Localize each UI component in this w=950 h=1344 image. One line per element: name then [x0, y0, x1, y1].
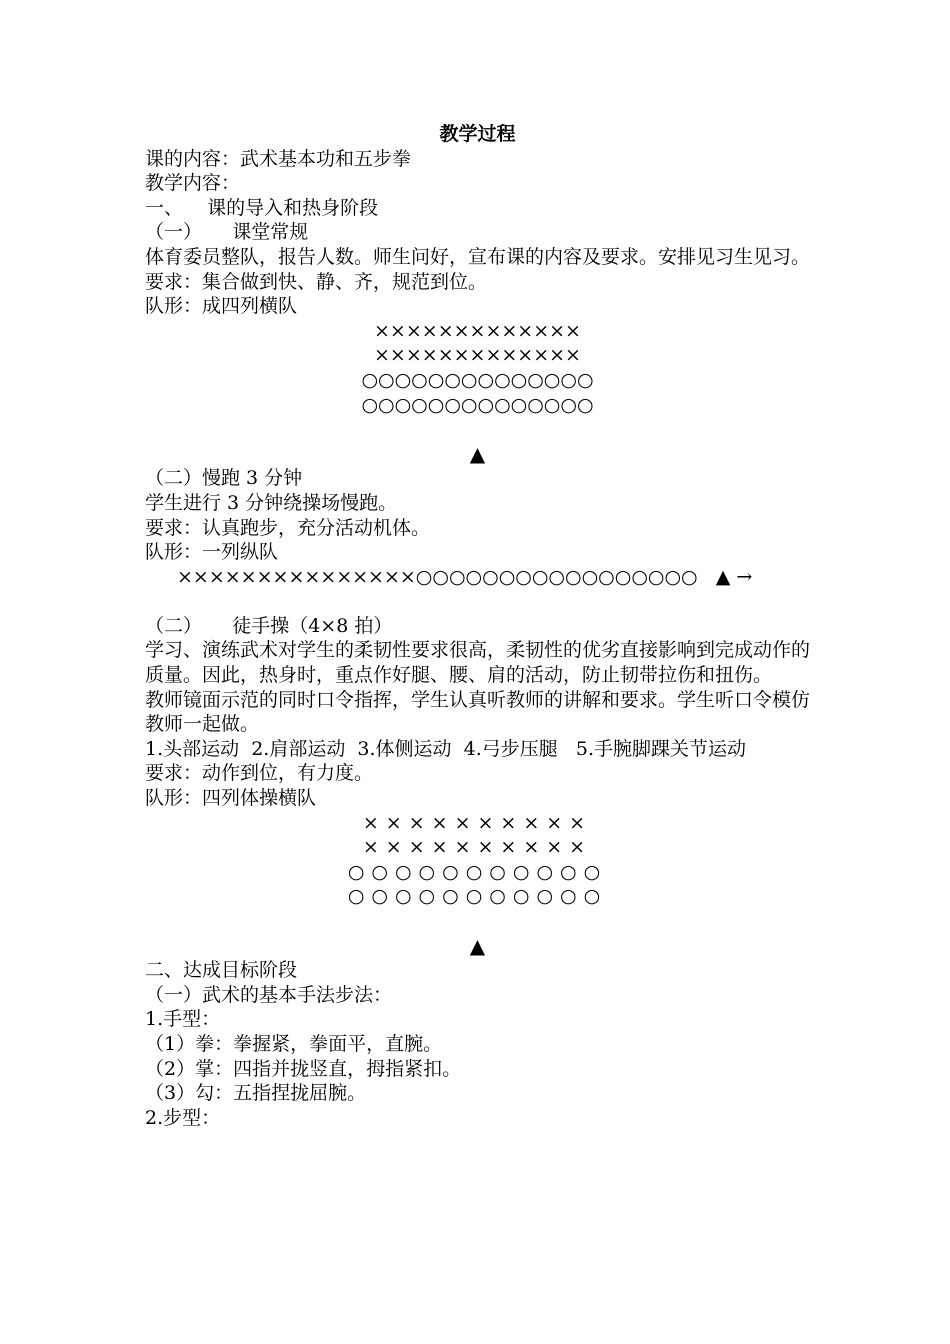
part1-sub3-requirement: 要求：动作到位，有力度。 — [145, 762, 374, 785]
part2-sub1-heading: （一）武术的基本手法步法： — [145, 983, 393, 1006]
formation-row: ○○○○○○○○○○○ — [347, 860, 608, 883]
part1-sub2-requirement: 要求：认真跑步，充分活动机体。 — [145, 516, 431, 539]
document-page — [145, 122, 810, 1130]
part1-sub3-text2: 教师镜面示范的同时口令指挥，学生认真听教师的讲解和要求。学生听口令模仿教师一起做。 — [145, 688, 811, 736]
hand-type-item: （2）掌：四指并拢竖直，拇指紧扣。 — [145, 1057, 462, 1080]
formation-row: ○○○○○○○○○○○○○○ — [361, 368, 594, 391]
formation-row: ○○○○○○○○○○○ — [347, 885, 608, 908]
part1-sub3-formation: 队形：四列体操横队 — [145, 787, 317, 810]
step-type-label: 2.步型： — [145, 1106, 221, 1129]
hand-type-label: 1.手型： — [145, 1008, 221, 1031]
column-formation-row: ×××××××××××××××○○○○○○○○○○○○○○○○○ ▲ → — [177, 565, 753, 588]
lesson-content: 课的内容：武术基本功和五步拳 — [145, 147, 412, 170]
part1-sub2-heading: （二）慢跑 3 分钟 — [145, 467, 303, 490]
part1-sub2-formation: 队形：一列纵队 — [145, 541, 279, 564]
teacher-triangle: ▲ — [469, 933, 486, 958]
formation-row: ×××××××××× — [362, 836, 593, 859]
formation-row: ××××××××××××× — [374, 344, 581, 367]
part1-heading: 一、 课的导入和热身阶段 — [145, 196, 379, 219]
part1-sub1-requirement: 要求：集合做到快、静、齐，规范到位。 — [145, 270, 488, 293]
page-title: 教学过程 — [439, 123, 516, 145]
formation-row: ○○○○○○○○○○○○○○ — [361, 393, 594, 416]
part1-sub3-heading: （二） 徒手操（4×8 拍） — [145, 614, 393, 637]
part1-sub3-text1: 学习、演练武术对学生的柔韧性要求很高，柔韧性的优劣直接影响到完成动作的质量。因此，热身时，重点作好腿、腰、肩的活动，防止韧带拉伤和扭伤。 — [145, 639, 811, 687]
teaching-content-label: 教学内容： — [145, 172, 241, 195]
part2-heading: 二、达成目标阶段 — [145, 959, 298, 982]
part1-sub2-text: 学生进行 3 分钟绕操场慢跑。 — [145, 491, 398, 514]
part1-sub1-heading: （一） 课堂常规 — [145, 221, 309, 244]
hand-type-item: （1）拳：拳握紧，拳面平，直腕。 — [145, 1032, 443, 1055]
exercise-list: 1.头部运动 2.肩部运动 3.体侧运动 4.弓步压腿 5.手腕脚踝关节运动 — [145, 737, 746, 760]
hand-type-item: （3）勾：五指捏拢屈腕。 — [145, 1082, 367, 1105]
formation-row: ×××××××××× — [362, 811, 593, 834]
part1-sub1-formation: 队形：成四列横队 — [145, 295, 298, 318]
teacher-triangle: ▲ — [469, 441, 486, 466]
formation-row: ××××××××××××× — [374, 319, 581, 342]
part1-sub1-text: 体育委员整队，报告人数。师生问好，宣布课的内容及要求。安排见习生见习。 — [145, 245, 811, 268]
